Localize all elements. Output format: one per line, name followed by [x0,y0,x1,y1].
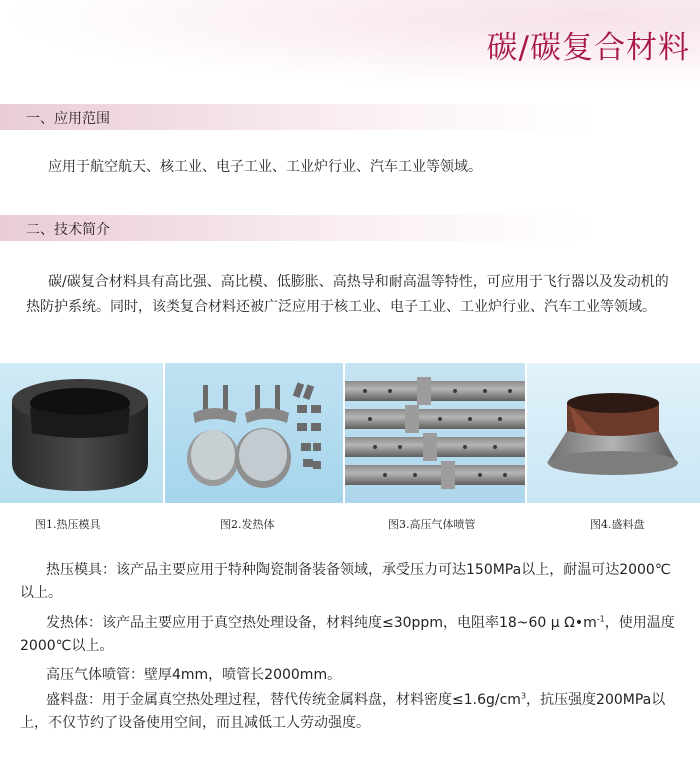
product-desc-nozzle [46,664,700,687]
product-text-heater-b: ，使用温度2000℃以上。 [20,615,675,654]
gas-nozzle-photo [345,363,525,503]
intro-text: 碳/碳复合材料具有高比强、高比模、低膨胀、高热导和耐高温等特性，可应用于飞行器以及发动机的热防护系统。同时，该类复合材料还被广泛应用于核工业、电子工业、工业炉行业、汽车工业等领域。 [26,274,669,315]
product-desc-tray [20,689,680,735]
figure-caption-3: 图3.高压气体喷管 [388,518,476,531]
product-text-nozzle: 壁厚4mm，喷管长2000mm。 [144,667,342,683]
section-title-scope: 一、应用范围 [26,111,110,127]
product-photo-strip [0,363,700,503]
product-text-mold: 该产品主要应用于特种陶瓷制备装备领域，承受压力可达150MPa以上，耐温可达2000℃以上。 [20,562,671,601]
material-tray-photo [527,363,700,503]
hot-press-mold-photo [0,363,163,503]
heating-element-photo [165,363,343,503]
figure-caption-2: 图2.发热体 [220,518,275,531]
product-label-nozzle: 高压气体喷管： [46,667,144,683]
section-header-intro [0,215,700,241]
section-header-scope [0,104,700,130]
product-text-heater-a: 该产品主要应用于真空热处理设备，材料纯度≤30ppm，电阻率18~60 μ Ω•m [102,615,597,631]
scope-text: 应用于航空航天、核工业、电子工业、工业炉行业、汽车工业等领域。 [48,159,482,175]
product-text-tray-a: 用于金属真空热处理过程，替代传统金属料盘，材料密度≤1.6g/cm [102,692,521,708]
product-sup-tray: 3 [520,691,527,701]
product-text-tray-b: ，抗压强度200MPa以上，不仅节约了设备使用空间，而且减低工人劳动强度。 [20,692,666,731]
figure-caption-1: 图1.热压模具 [35,518,101,531]
product-label-mold: 热压模具： [46,562,116,578]
product-desc-mold [20,559,680,605]
product-label-tray: 盛料盘： [46,692,102,708]
figure-caption-4: 图4.盛料盘 [590,518,645,531]
product-sup-heater: -1 [596,614,605,624]
section-title-intro: 二、技术简介 [26,222,110,238]
page-header [0,0,700,90]
page-title: 碳/碳复合材料 [486,30,690,66]
product-desc-heater [20,612,680,658]
product-label-heater: 发热体： [46,615,102,631]
